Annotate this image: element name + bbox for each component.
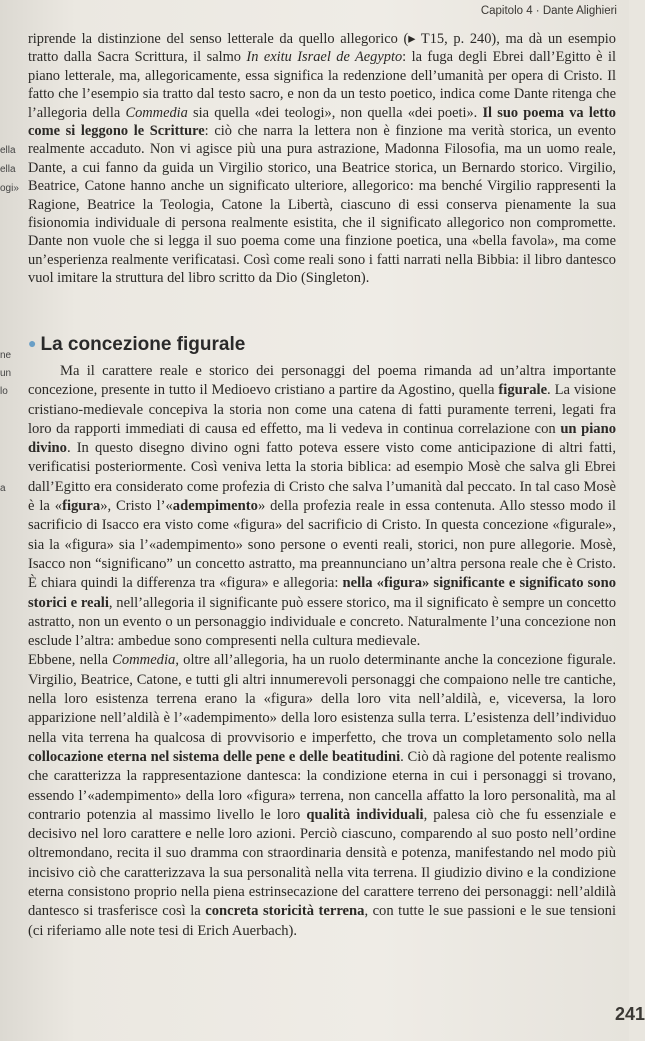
margin-fragment: ella: [0, 145, 16, 156]
margin-fragment: ella: [0, 164, 16, 175]
figural-section-body: [28, 362, 616, 941]
paragraph-allegory: riprende la distinzione del senso letterale da quello allegorico (▸ T15, p. 240), ma dà un esempio tratto dalla Sacra Scrittura, il salmo In exitu Israel de Aegypto: la fuga degli Ebrei dall’Egitto è il piano letterale, ma, allegoricamente, essa significa la redenzione dell’umanità per opera di Cristo. Il fatto che l’esempio sia tratto dal testo sacro, e non da un testo poetico, indica come Dante ritenga che l’allegoria della Commedia sia quella «dei teologi», non quella «dei poeti». Il suo poema va letto come si leggono le Scritture: ciò che narra la lettera non è finzione ma verità storica, un evento realmente accaduto. Non vi agisce più una pura astrazione, Madonna Filosofia, ma un uomo reale, Dante, a cui fanno da guida un Virgilio storico, una Beatrice storica, un Bernardo storico. Virgilio, Beatrice, Catone hanno anche un significato ulteriore, allegorico: ma benché Virgilio rappresenti la Ragione, Beatrice la Teologia, Catone la Libertà, ciascuno di essi conserva pienamente la sua fisionomia individuale di persona realmente esistita, che il significato allegorico non compromette. Dante non vuole che si legga il suo poema come una finzione poetica, una «bella favola», ma come un’esperienza realmente verificatasi. Così come reali sono i fatti narrati nella Bibbia: il libro dantesco vuol imitare la struttura del libro scritto da Dio (Singleton).: [28, 31, 617, 287]
section-heading: ● La concezione figurale: [28, 334, 246, 355]
bullet-icon: ●: [28, 335, 37, 351]
intro-paragraph-block: [28, 30, 616, 288]
page-number: 241: [615, 1004, 645, 1024]
paragraph-commedia-figural: Ebbene, nella Commedia, oltre all’allegoria, ha un ruolo determinante anche la concezione figurale. Virgilio, Beatrice, Catone, e tutti gli altri innumerevoli personaggi che compaiono nelle tre cantiche, nella loro esistenza terrena erano la «figura» della loro vita nell’aldilà, e, viceversa, la loro apparizione nell’aldilà è l’«adempimento» della loro esistenza sulla terra. L’esistenza dell’individuo nella vita terrena ha qualcosa di provvisorio e imperfetto, che trova un completamento solo nella collocazione eterna nel sistema delle pene e delle beatitudini. Ciò dà ragione del potente realismo che caratterizza la rappresentazione dantesca: la condizione eterna in cui i personaggi si trovano, essendo l’«adempimento» della loro «figura» terrena, non cancella affatto la loro personalità, ma al contrario potenzia al massimo livello le loro qualità individuali, palesa ciò che fu essenziale e decisivo nel loro carattere e nelle loro azioni. Perciò ciascuno, comparendo al suo posto nell’ordine oltremondano, recita il suo dramma con straordinaria densità e potenza, manifestando nel modo più incisivo ciò che caratterizzava la sua personalità nella vita terrena. Il giudizio divino e la condizione eterna consistono proprio nella piena estrinsecazione del carattere terreno dei personaggi: nell’aldilà dantesco si trasferisce così la concreta storicità terrena, con tutte le sue passioni e le sue tensioni (ci riferiamo alle note tesi di Erich Auerbach).: [28, 652, 617, 939]
cross-reference-link[interactable]: ▸ T15: [408, 31, 445, 47]
highlight-text: Il suo poema va letto come si leggono le Scritture: [28, 104, 616, 140]
paragraph-figural-concept: Ma il carattere reale e storico dei personaggi del poema rimanda ad un’altra importante concezione, presente in tutto il Medioevo cristiano a partire da Agostino, quella figurale. La visione cristiano-medievale concepiva la storia non come una catena di fatti puramente terreni, legati fra loro da rapporti immediati di causa ed effetto, ma li vedeva in continua correlazione con un piano divino. In questo disegno divino ogni fatto poteva essere visto come anticipazione di altri fatti, verificatisi posteriormente. Così veniva letta la storia biblica: ad esempio Mosè che salva gli Ebrei dall’Egitto era considerato come profezia di Cristo che salva l’umanità dal peccato. In tal caso Mosè è la «figura», Cristo l’«adempimento» della profezia reale in essa contenuta. Allo stesso modo il sacrificio di Isacco era visto come «figura» del sacrificio di Cristo. In questa concezione «figurale», sia la «figura» sia l’«adempimento» sono persone o eventi reali, storici, non pure allegorie. Mosè, Isacco non “significano” un concetto astratto, ma preannunciano un’altra persona reale che è Cristo. È chiara quindi la differenza tra «figura» e allegoria: nella «figura» significante e significato sono storici e reali, nell’allegoria il significante può essere storico, ma il significato è sempre un concetto astratto, non un evento o un personaggio individuale e concreto. Naturalmente l’una concezione non esclude l’altra: ambedue sono compresenti nella cultura medievale.: [28, 363, 617, 650]
margin-fragment: lo: [0, 386, 8, 397]
margin-fragment: ne: [0, 350, 12, 361]
margin-fragment: un: [0, 368, 12, 379]
chapter-header: Capitolo 4 · Dante Alighieri: [480, 5, 617, 17]
psalm-title: In exitu Israel de Aegypto: [246, 49, 403, 66]
margin-fragment: ogi»: [0, 183, 19, 194]
margin-fragment: a: [0, 483, 6, 494]
